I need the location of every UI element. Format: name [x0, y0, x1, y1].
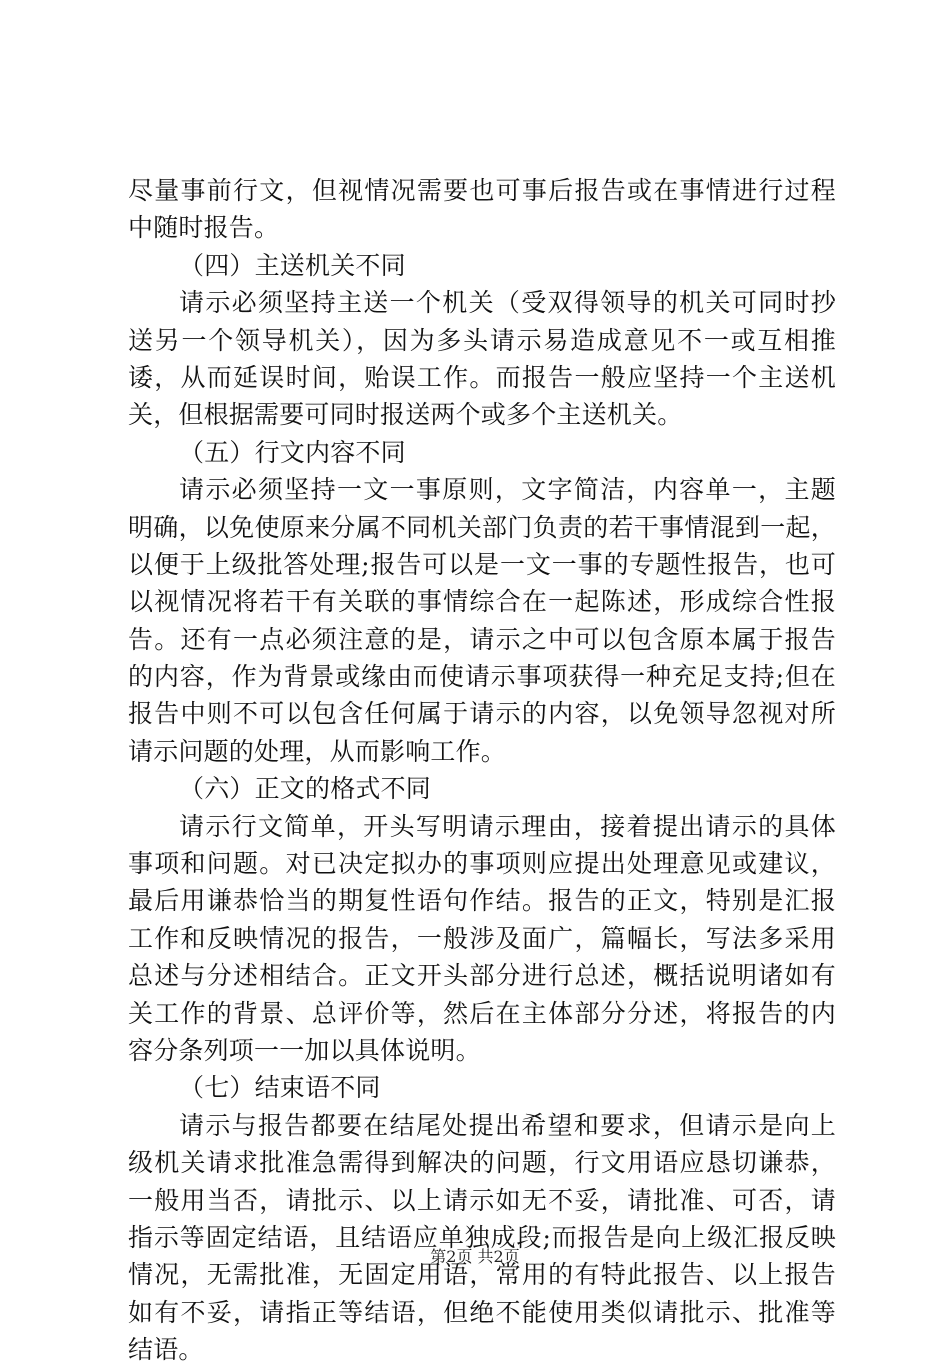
- text-line: 诿，从而延误时间，贻误工作。而报告一般应坚持一个主送机: [128, 362, 836, 392]
- text-line: 的内容，作为背景或缘由而使请示事项获得一种充足支持;但在: [128, 662, 836, 692]
- text-line: 如有不妥，请指正等结语，但绝不能使用类似请批示、批准等: [128, 1297, 836, 1327]
- text-line: 指示等固定结语，且结语应单独成段;而报告是向上级汇报反映: [128, 1222, 836, 1252]
- section-heading-6: （六）正文的格式不同: [179, 774, 432, 804]
- text-line: 总述与分述相结合。正文开头部分进行总述，概括说明诸如有: [128, 961, 836, 991]
- text-line: 容分条列项一一加以具体说明。: [128, 1035, 481, 1065]
- text-line: 一般用当否，请批示、以上请示如无不妥，请批准、可否，请: [128, 1185, 836, 1215]
- section-heading-5: （五）行文内容不同: [179, 437, 406, 467]
- text-line: 送另一个领导机关），因为多头请示易造成意见不一或互相推: [128, 325, 836, 355]
- text-line: 请示必须坚持主送一个机关（受双得领导的机关可同时抄: [179, 288, 836, 318]
- text-line: 结语。: [128, 1335, 204, 1365]
- text-line: 明确，以免使原来分属不同机关部门负责的若干事情混到一起，: [128, 512, 836, 542]
- text-line: 关工作的背景、总评价等，然后在主体部分分述，将报告的内: [128, 998, 836, 1028]
- text-line: 关，但根据需要可同时报送两个或多个主送机关。: [128, 400, 683, 430]
- text-line: 级机关请求批准急需得到解决的问题，行文用语应恳切谦恭，: [128, 1148, 836, 1178]
- text-line: 以便于上级批答处理;报告可以是一文一事的专题性报告，也可: [128, 549, 836, 579]
- text-line: 请示问题的处理，从而影响工作。: [128, 736, 507, 766]
- text-line: 最后用谦恭恰当的期复性语句作结。报告的正文，特别是汇报: [128, 886, 836, 916]
- text-line: 事项和问题。对已决定拟办的事项则应提出处理意见或建议，: [128, 849, 836, 879]
- text-line: 情况，无需批准，无固定用语，常用的有特此报告、以上报告: [128, 1260, 836, 1290]
- text-line: 尽量事前行文，但视情况需要也可事后报告或在事情进行过程: [128, 176, 836, 205]
- page-number-footer: 第2页 共2页: [430, 1247, 520, 1266]
- text-line: 告。还有一点必须注意的是，请示之中可以包含原本属于报告: [128, 624, 836, 654]
- text-line: 中随时报告。: [128, 213, 280, 243]
- text-line: 请示必须坚持一文一事原则，文字简洁，内容单一，主题: [179, 475, 836, 505]
- text-line: 报告中则不可以包含任何属于请示的内容，以免领导忽视对所: [128, 699, 836, 729]
- section-heading-7: （七）结束语不同: [179, 1073, 381, 1103]
- section-heading-4: （四）主送机关不同: [179, 250, 406, 280]
- text-line: 工作和反映情况的报告，一般涉及面广，篇幅长，写法多采用: [128, 923, 836, 953]
- text-line: 以视情况将若干有关联的事情综合在一起陈述，形成综合性报: [128, 587, 836, 617]
- text-line: 请示行文简单，开头写明请示理由，接着提出请示的具体: [179, 811, 836, 841]
- document-body: [128, 172, 836, 1369]
- text-line: 请示与报告都要在结尾处提出希望和要求，但请示是向上: [179, 1110, 836, 1140]
